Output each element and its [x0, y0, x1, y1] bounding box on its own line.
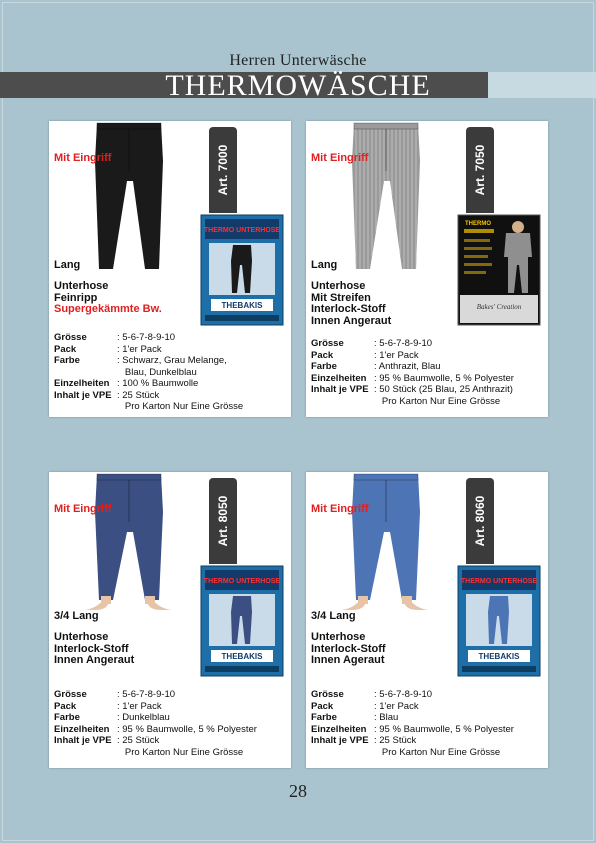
- spec-row: [54, 390, 243, 402]
- spec-row: [311, 361, 514, 373]
- spec-key: Grösse: [54, 689, 87, 700]
- description-line: Innen Ageraut: [311, 654, 385, 666]
- svg-text:THERMO: THERMO: [465, 221, 491, 227]
- svg-text:THEBAKIS: THEBAKIS: [221, 652, 263, 661]
- spec-value: Pro Karton Nur Eine Grösse: [117, 746, 244, 758]
- length-label: 3/4 Lang: [54, 610, 99, 622]
- product-description: [311, 632, 386, 667]
- description-line: Innen Angeraut: [54, 654, 135, 666]
- spec-value: : 100 % Baumwolle: [117, 378, 199, 389]
- spec-key: Grösse: [311, 689, 344, 700]
- package-image: [456, 564, 542, 678]
- description-line: Unterhose: [54, 631, 109, 643]
- spec-key: Pack: [311, 700, 334, 712]
- length-label: Lang: [54, 259, 81, 271]
- spec-value: : 5-6-7-8-9-10: [374, 689, 433, 700]
- spec-row: [311, 724, 514, 736]
- spec-row: [54, 332, 243, 344]
- eingriff-label: Mit Eingriff: [54, 503, 112, 515]
- spec-key: Farbe: [54, 355, 80, 366]
- spec-row: [54, 747, 257, 759]
- product-description: [54, 632, 134, 667]
- spec-key: Farbe: [311, 712, 337, 723]
- description-line: Mit Streifen: [311, 291, 371, 304]
- spec-value: : 1'er Pack: [117, 343, 162, 355]
- spec-row: [311, 701, 514, 713]
- spec-value: : 1'er Pack: [374, 700, 419, 712]
- product-photo: [306, 121, 466, 275]
- description-line: Interlock-Stoff: [54, 642, 129, 655]
- spec-row: [311, 373, 514, 385]
- spec-value: : 25 Stück: [374, 735, 417, 746]
- package-image: [199, 213, 285, 327]
- article-number: Art. 7050: [473, 144, 487, 196]
- spec-key: Farbe: [311, 361, 337, 372]
- spec-value: : 95 % Baumwolle, 5 % Polyester: [374, 372, 514, 384]
- svg-text:THEBAKIS: THEBAKIS: [221, 301, 263, 310]
- page-title: THERMOWÄSCHE: [165, 69, 431, 102]
- product-photo: [49, 472, 209, 626]
- spec-key: Einzelheiten: [311, 372, 367, 384]
- svg-text:THERMO UNTERHOSE: THERMO UNTERHOSE: [203, 578, 281, 585]
- description-line: Unterhose: [311, 280, 366, 292]
- spec-key: [311, 747, 374, 759]
- article-tab: [466, 127, 494, 213]
- spec-value: : Blau: [374, 712, 399, 723]
- spec-value: : Dunkelblau: [117, 712, 170, 723]
- spec-row: [311, 747, 514, 759]
- description-line: Interlock-Stoff: [311, 642, 386, 655]
- spec-value: Pro Karton Nur Eine Grösse: [374, 746, 501, 758]
- product-photo-icon: [49, 472, 209, 626]
- length-label: 3/4 Lang: [311, 610, 356, 622]
- spec-row: [311, 350, 514, 362]
- spec-key: [54, 367, 117, 379]
- spec-value: Pro Karton Nur Eine Grösse: [374, 395, 501, 407]
- spec-value: : 5-6-7-8-9-10: [374, 338, 433, 349]
- spec-row: [54, 344, 243, 356]
- spec-value: : 95 % Baumwolle, 5 % Polyester: [117, 723, 257, 735]
- product-card: [49, 121, 291, 417]
- product-card: [306, 472, 548, 768]
- spec-table: [54, 689, 257, 758]
- package-image: [456, 213, 542, 327]
- spec-key: Grösse: [311, 338, 344, 349]
- spec-key: [54, 747, 117, 759]
- spec-key: Grösse: [54, 332, 87, 343]
- eingriff-label: Mit Eingriff: [311, 152, 369, 164]
- description-line: Innen Angeraut: [311, 314, 392, 327]
- spec-row: [54, 724, 257, 736]
- spec-value: : 25 Stück: [117, 389, 160, 401]
- spec-value: : 1'er Pack: [374, 349, 419, 361]
- spec-value: : 25 Stück: [117, 735, 160, 746]
- eingriff-label: Mit Eingriff: [54, 152, 112, 164]
- article-number: Art. 8060: [473, 495, 487, 547]
- spec-row: [311, 712, 514, 724]
- product-photo-icon: [49, 121, 209, 275]
- spec-key: Inhalt je VPE: [311, 384, 369, 395]
- spec-row: [54, 367, 243, 379]
- page-number: 28: [289, 781, 307, 801]
- length-label: Lang: [311, 259, 338, 271]
- package-icon: [456, 564, 542, 678]
- article-number: Art. 7000: [216, 144, 230, 196]
- spec-key: [54, 401, 117, 413]
- spec-value: : Schwarz, Grau Melange,: [117, 355, 227, 366]
- spec-key: Inhalt je VPE: [54, 735, 112, 746]
- svg-text:THEBAKIS: THEBAKIS: [478, 652, 520, 661]
- spec-row: [54, 378, 243, 390]
- description-line: Unterhose: [311, 631, 366, 643]
- product-photo: [49, 121, 209, 275]
- product-photo: [306, 472, 466, 626]
- highlight-line: Supergekämmte Bw.: [54, 303, 162, 315]
- package-icon: [199, 213, 285, 327]
- eingriff-label: Mit Eingriff: [311, 503, 369, 515]
- spec-key: Pack: [54, 343, 77, 355]
- article-tab: [209, 127, 237, 213]
- spec-table: [54, 332, 243, 413]
- spec-key: Einzelheiten: [54, 378, 110, 389]
- spec-key: Einzelheiten: [311, 723, 367, 735]
- spec-value: Blau, Dunkelblau: [117, 366, 197, 378]
- article-tab: [466, 478, 494, 564]
- spec-table: [311, 689, 514, 758]
- spec-value: : 5-6-7-8-9-10: [117, 332, 176, 343]
- spec-row: [54, 735, 257, 747]
- description-line: Feinripp: [54, 291, 98, 304]
- description-line: Interlock-Stoff: [311, 303, 386, 315]
- page-subtitle: Herren Unterwäsche: [229, 52, 367, 69]
- spec-value: : 50 Stück (25 Blau, 25 Anthrazit): [374, 384, 513, 395]
- spec-row: [311, 338, 514, 350]
- description-line: Unterhose: [54, 280, 109, 292]
- product-description: [311, 281, 391, 327]
- svg-text:THERMO UNTERHOSE: THERMO UNTERHOSE: [203, 227, 281, 234]
- package-image: [199, 564, 285, 678]
- spec-value: Pro Karton Nur Eine Grösse: [117, 401, 244, 412]
- spec-row: [54, 401, 243, 413]
- spec-key: Einzelheiten: [54, 723, 110, 735]
- spec-table: [311, 338, 514, 407]
- spec-value: : 1'er Pack: [117, 700, 162, 712]
- svg-text:THERMO UNTERHOSE: THERMO UNTERHOSE: [460, 578, 538, 585]
- spec-row: [54, 701, 257, 713]
- spec-key: [311, 396, 374, 408]
- product-card: [49, 472, 291, 768]
- spec-row: [311, 689, 514, 701]
- spec-key: Inhalt je VPE: [54, 389, 112, 401]
- spec-value: : 95 % Baumwolle, 5 % Polyester: [374, 723, 514, 735]
- spec-row: [311, 396, 514, 408]
- spec-row: [311, 384, 514, 396]
- spec-row: [311, 735, 514, 747]
- spec-key: Inhalt je VPE: [311, 735, 369, 746]
- product-photo-icon: [306, 121, 466, 275]
- product-card: [306, 121, 548, 417]
- product-description: [54, 281, 162, 316]
- spec-row: [54, 712, 257, 724]
- svg-text:Bakes' Creation: Bakes' Creation: [476, 303, 522, 311]
- spec-key: Pack: [311, 349, 334, 361]
- product-photo-icon: [306, 472, 466, 626]
- package-icon: [199, 564, 285, 678]
- spec-row: [54, 689, 257, 701]
- spec-value: : 5-6-7-8-9-10: [117, 689, 176, 700]
- package-icon: [456, 213, 542, 327]
- spec-row: [54, 355, 243, 367]
- spec-key: Pack: [54, 700, 77, 712]
- article-number: Art. 8050: [216, 495, 230, 547]
- article-tab: [209, 478, 237, 564]
- spec-value: : Anthrazit, Blau: [374, 361, 441, 372]
- spec-key: Farbe: [54, 712, 80, 723]
